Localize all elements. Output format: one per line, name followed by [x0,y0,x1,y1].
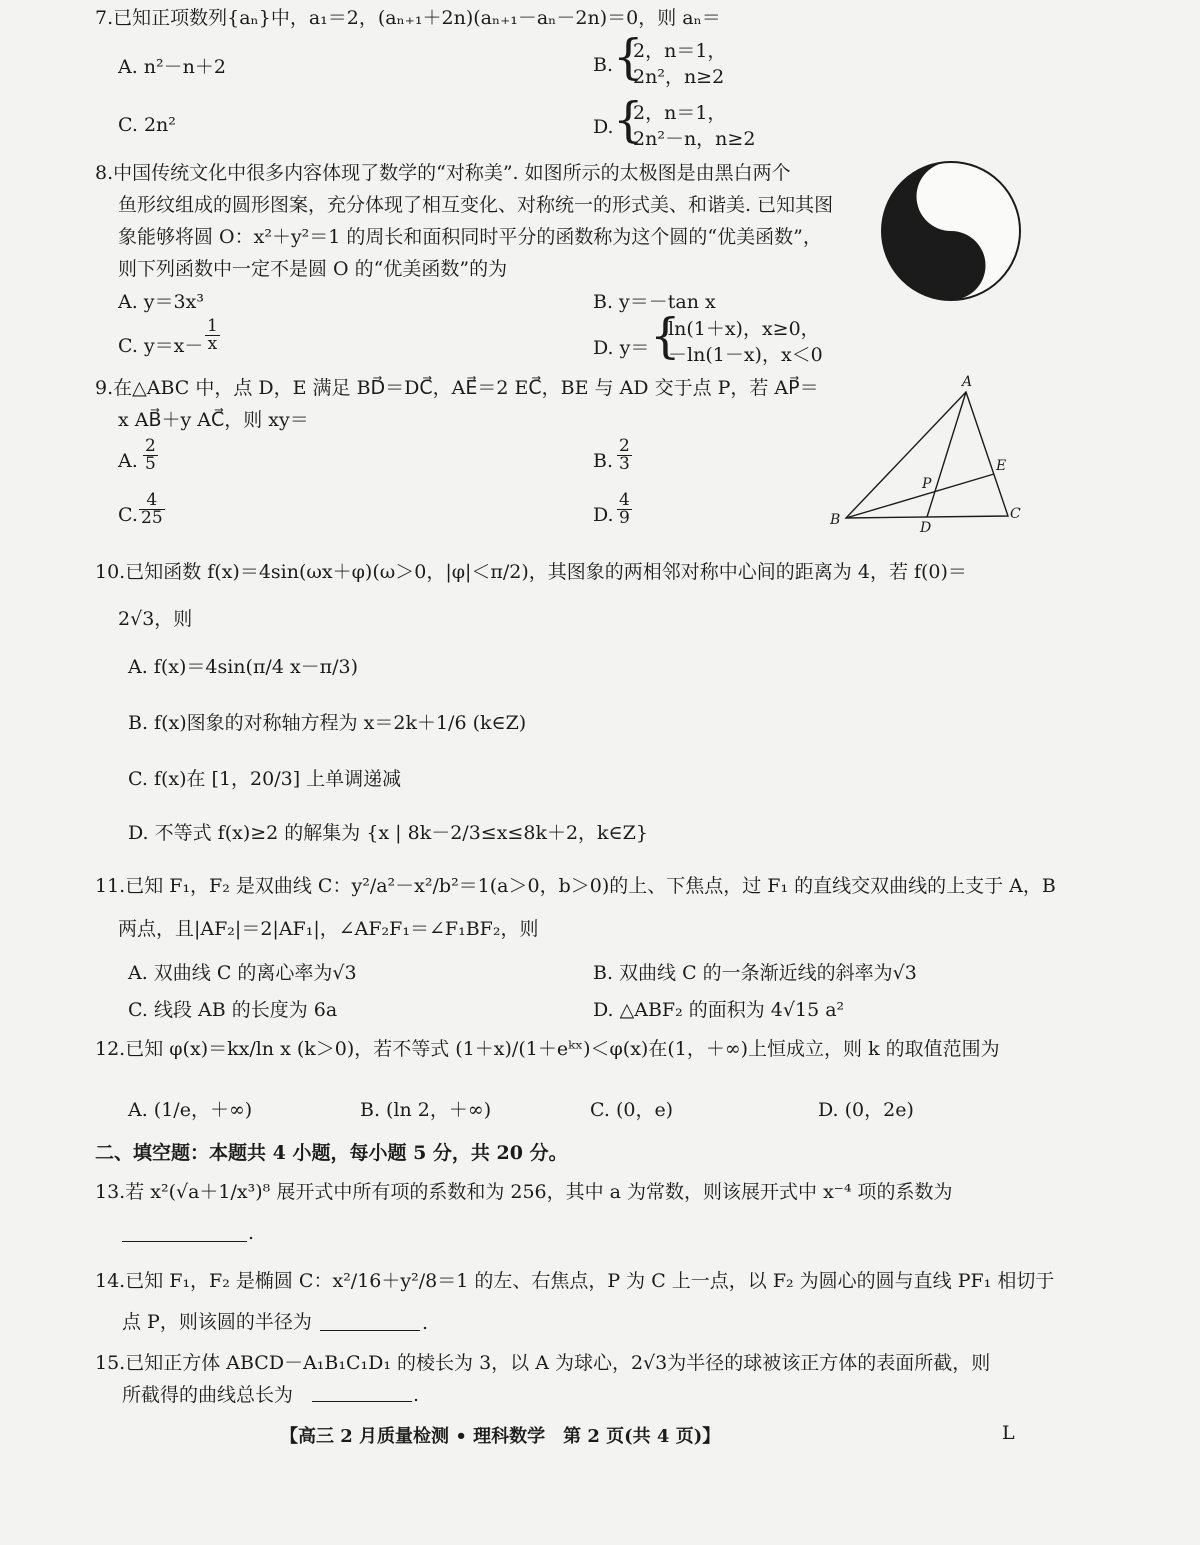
q11-option-c: C. 线段 AB 的长度为 6a [128,999,338,1021]
q7-option-b-brace: { [613,29,644,85]
q9-a-numerator: 2 [145,436,156,456]
q13-answer-blank[interactable] [122,1240,247,1242]
q8-line3: 象能够将圆 O：x²＋y²＝1 的周长和面积同时平分的函数称为这个圆的“优美函数”， [118,226,822,248]
q9-option-d-label: D. [593,504,614,526]
q7-b-case1: 2，n＝1， [633,40,727,62]
q8-option-c-pre: C. y＝x－ [118,335,204,357]
q13-line1: 13.若 x²(√a＋1/x³)⁸ 展开式中所有项的系数和为 256，其中 a 为常数，则该展开式中 x⁻⁴ 项的系数为 [95,1181,953,1203]
q14-answer-blank[interactable] [320,1329,420,1331]
triangle-figure [826,370,1026,535]
q7-stem: 7.已知正项数列{aₙ}中，a₁＝2，(aₙ₊₁＋2n)(aₙ₊₁－aₙ－2n)＝0，则 aₙ＝ [95,7,721,29]
q15-period: . [413,1384,420,1406]
q9-line2: x AB⃗＋y AC⃗，则 xy＝ [118,409,309,431]
label-b: B [830,512,841,528]
q15-line1: 15.已知正方体 ABCD－A₁B₁C₁D₁ 的棱长为 3，以 A 为球心，2√3为半径的球被该正方体的表面所截，则 [95,1352,991,1374]
q12-option-a: A. (1/e，＋∞) [128,1099,253,1121]
q15-answer-blank[interactable] [312,1400,412,1402]
q9-option-b-label: B. [593,450,614,472]
page-footer: 【高三 2 月质量检测 • 理科数学 第 2 页(共 4 页)】 [280,1426,721,1447]
q9-option-c-fraction [139,492,165,527]
q8-option-b: B. y＝－tan x [593,291,716,313]
label-e: E [996,458,1007,474]
triangle-abc [846,392,1008,518]
q8-d-case1: ln(1＋x)，x≥0， [668,318,820,340]
q9-d-denominator: 9 [619,508,630,528]
q9-option-d-fraction [617,492,632,527]
q11-line1: 11.已知 F₁，F₂ 是双曲线 C：y²/a²－x²/b²＝1(a＞0，b＞0)的上、下焦点，过 F₁ 的直线交双曲线的上支于 A，B [95,875,1056,897]
q9-b-denominator: 3 [619,454,630,474]
q10-line2: 2√3，则 [118,608,193,630]
q10-option-b: B. f(x)图象的对称轴方程为 x＝2k＋1/6 (k∈Z) [128,712,527,734]
q10-option-d: D. 不等式 f(x)≥2 的解集为 {x | 8k－2/3≤x≤8k＋2，k∈Z} [128,822,648,844]
q12-option-c: C. (0，e) [590,1099,674,1121]
q11-option-a: A. 双曲线 C 的离心率为√3 [128,962,357,984]
label-c: C [1010,506,1021,522]
q11-option-b: B. 双曲线 C 的一条渐近线的斜率为√3 [593,962,917,984]
q12-line1: 12.已知 φ(x)＝kx/ln x (k＞0)，若不等式 (1＋x)/(1＋eᵏˣ)＜φ(x)在(1，＋∞)上恒成立，则 k 的取值范围为 [95,1038,1000,1060]
q15-line2: 所截得的曲线总长为 [122,1384,294,1406]
q7-option-d-brace: { [613,92,644,148]
q7-option-b-label: B. [593,54,614,76]
paper-code: L [1002,1422,1015,1444]
q8-option-d-brace: { [650,308,681,364]
q14-line1: 14.已知 F₁，F₂ 是椭圆 C：x²/16＋y²/8＝1 的左、右焦点，P 为 C 上一点，以 F₂ 为圆心的圆与直线 PF₁ 相切于 [95,1270,1055,1292]
q11-option-d: D. △ABF₂ 的面积为 4√15 a² [593,999,845,1021]
q9-d-numerator: 4 [619,490,630,510]
q7-option-a: A. n²－n＋2 [118,56,226,78]
q7-b-case2: 2n²，n≥2 [633,66,725,88]
q8-c-denominator: x [205,335,220,353]
q9-a-denominator: 5 [145,454,156,474]
q12-option-b: B. (ln 2，＋∞) [360,1099,492,1121]
q8-line2: 鱼形纹组成的圆形图案，充分体现了相互变化、对称统一的形式美、和谐美. 已知其图 [118,194,834,216]
q14-period: . [422,1312,429,1334]
segment-ad [927,392,966,517]
q7-option-d-label: D. [593,116,614,138]
q8-line4: 则下列函数中一定不是圆 O 的“优美函数”的为 [118,258,508,280]
q9-b-numerator: 2 [619,436,630,456]
q13-period: . [248,1222,255,1244]
q9-c-denominator: 25 [141,508,163,528]
q11-line2: 两点，且|AF₂|＝2|AF₁|，∠AF₂F₁＝∠F₁BF₂，则 [118,918,539,940]
q9-line1: 9.在△ABC 中，点 D，E 满足 BD⃗＝DC⃗，AE⃗＝2 EC⃗，BE 与 AD 交于点 P，若 AP⃗＝ [95,377,819,399]
q12-option-d: D. (0，2e) [818,1099,914,1121]
q14-line2: 点 P，则该圆的半径为 [122,1311,312,1333]
label-a: A [962,374,973,390]
q10-option-c: C. f(x)在 [1，20/3] 上单调递减 [128,768,402,790]
q8-c-numerator: 1 [207,316,218,336]
q7-option-c: C. 2n² [118,114,176,136]
q8-option-d-label: D. y＝ [593,337,650,359]
q7-option-d-cases [633,100,755,152]
segment-be [846,474,994,518]
section-header-fill-in: 二、填空题：本题共 4 小题，每小题 5 分，共 20 分。 [95,1142,568,1164]
q8-line1: 8.中国传统文化中很多内容体现了数学的“对称美”. 如图所示的太极图是由黑白两个 [95,162,791,184]
q9-option-a-label: A. [118,450,138,472]
taiji-figure [880,160,1022,302]
q10-line1: 10.已知函数 f(x)＝4sin(ωx＋φ)(ω＞0，|φ|＜π/2)，其图象的两相邻对称中心间的距离为 4，若 f(0)＝ [95,561,967,583]
q7-d-case1: 2，n＝1， [633,102,727,124]
q9-option-c-label: C. [118,504,138,526]
label-p: P [922,476,932,492]
q8-option-d-cases [668,316,823,368]
q9-option-a-fraction [143,438,158,473]
q8-option-a: A. y＝3x³ [118,291,204,313]
q8-d-case2: －ln(1－x)，x＜0 [668,344,823,366]
q9-c-numerator: 4 [146,490,158,510]
label-d: D [920,520,932,536]
q7-option-b-cases [633,38,726,90]
q10-option-a: A. f(x)＝4sin(π/4 x－π/3) [128,656,359,678]
q8-option-c-fraction [205,318,220,353]
q9-option-b-fraction [617,438,632,473]
q7-d-case2: 2n²－n，n≥2 [633,128,756,150]
